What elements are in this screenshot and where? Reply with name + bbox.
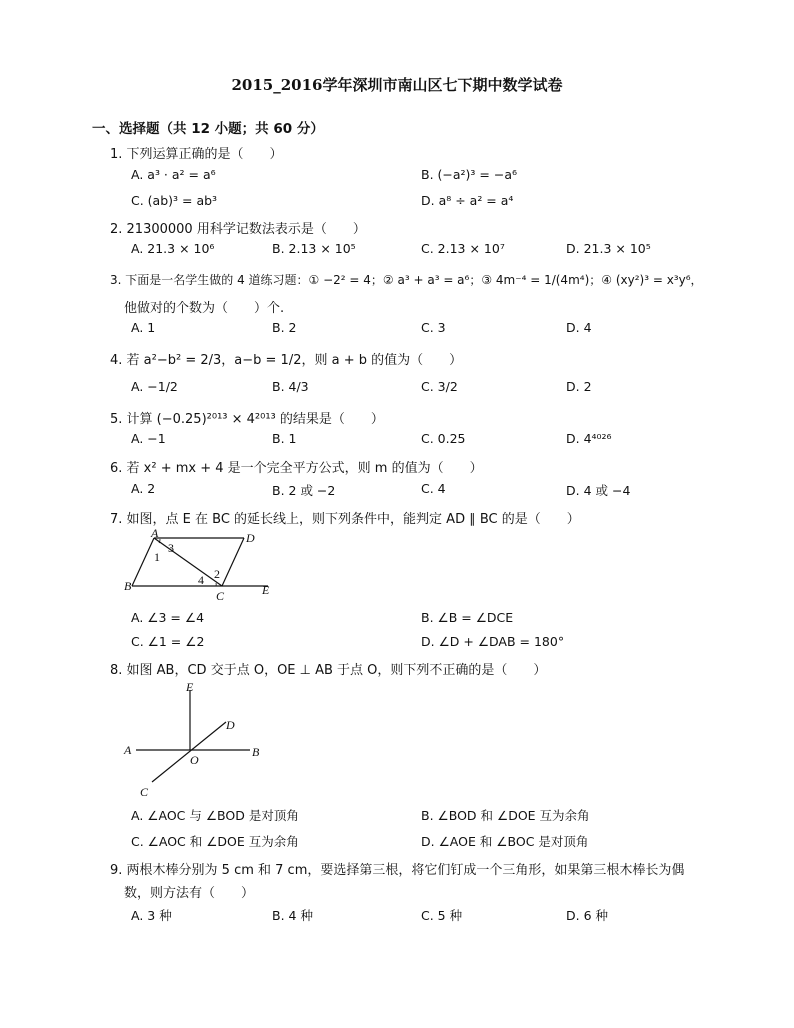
- question-9-stem: 9. 两根木棒分别为 5 cm 和 7 cm，要选择第三根，将它们钉成一个三角形，如果第三根木棒长为偶: [110, 863, 685, 878]
- question-5-stem: 5. 计算 (−0.25)²⁰¹³ × 4²⁰¹³ 的结果是（ ）: [110, 412, 384, 427]
- q9-option-a[interactable]: A. 3 种: [131, 908, 172, 923]
- question-2-stem: 2. 21300000 用科学记数法表示是（ ）: [110, 222, 366, 237]
- q3-option-d[interactable]: D. 4: [566, 320, 592, 335]
- fig7-label-b: B: [124, 579, 132, 593]
- fig8-label-o: O: [190, 753, 199, 767]
- q6-option-d[interactable]: D. 4 或 −4: [566, 483, 631, 498]
- q3-option-a[interactable]: A. 1: [131, 320, 156, 335]
- q5-option-a[interactable]: A. −1: [131, 431, 166, 446]
- q6-option-b[interactable]: B. 2 或 −2: [272, 483, 336, 498]
- q1-option-b[interactable]: B. (−a²)³ = −a⁶: [421, 167, 517, 182]
- fig8-label-b: B: [252, 745, 260, 759]
- q9-option-c[interactable]: C. 5 种: [421, 908, 463, 923]
- q8-option-b[interactable]: B. ∠BOD 和 ∠DOE 互为余角: [421, 808, 590, 823]
- q7-option-c[interactable]: C. ∠1 = ∠2: [131, 634, 205, 649]
- fig7-label-e: E: [262, 583, 270, 597]
- q2-option-c[interactable]: C. 2.13 × 10⁷: [421, 241, 505, 256]
- q6-option-c[interactable]: C. 4: [421, 481, 446, 496]
- section-heading: 一、选择题（共 12 小题；共 60 分）: [92, 121, 324, 137]
- q7-option-d[interactable]: D. ∠D + ∠DAB = 180°: [421, 634, 565, 649]
- question-3-stem: 3. 下面是一名学生做的 4 道练习题：① −2² = 4；② a³ + a³ = a⁶；③ 4m⁻⁴ = 1/(4m⁴)；④ (xy²)³ = x³y⁶，: [110, 273, 703, 287]
- q3-option-b[interactable]: B. 2: [272, 320, 297, 335]
- question-4-stem: 4. 若 a²−b² = 2/3，a−b = 1/2，则 a + b 的值为（ ）: [110, 353, 463, 368]
- question-9-stem-cont: 数，则方法有（ ）: [124, 886, 255, 901]
- question-3-stem-cont: 他做对的个数为（ ）个.: [124, 301, 285, 316]
- fig7-angle-3: 3: [168, 541, 174, 555]
- q6-option-a[interactable]: A. 2: [131, 481, 156, 496]
- fig8-label-d: D: [226, 718, 235, 732]
- q5-option-c[interactable]: C. 0.25: [421, 431, 466, 446]
- fig7-label-a: A: [151, 528, 159, 540]
- q8-option-c[interactable]: C. ∠AOC 和 ∠DOE 互为余角: [131, 834, 299, 849]
- fig7-angle-2: 2: [214, 567, 220, 581]
- q2-option-b[interactable]: B. 2.13 × 10⁵: [272, 241, 356, 256]
- q4-option-b[interactable]: B. 4/3: [272, 379, 309, 394]
- q8-intersecting-lines-figure: [118, 680, 268, 800]
- q1-option-a[interactable]: A. a³ · a² = a⁶: [131, 167, 216, 182]
- fig7-label-c: C: [216, 589, 225, 603]
- q7-option-b[interactable]: B. ∠B = ∠DCE: [421, 610, 514, 625]
- page-title: 2015_2016学年深圳市南山区七下期中数学试卷: [231, 76, 563, 94]
- q4-option-c[interactable]: C. 3/2: [421, 379, 458, 394]
- q9-option-d[interactable]: D. 6 种: [566, 908, 608, 923]
- fig8-label-a: A: [124, 743, 132, 757]
- q4-option-d[interactable]: D. 2: [566, 379, 592, 394]
- q8-option-a[interactable]: A. ∠AOC 与 ∠BOD 是对顶角: [131, 808, 299, 823]
- question-6-stem: 6. 若 x² + mx + 4 是一个完全平方公式，则 m 的值为（ ）: [110, 461, 483, 476]
- question-7-stem: 7. 如图，点 E 在 BC 的延长线上，则下列条件中，能判定 AD ∥ BC 的是（ ）: [110, 512, 580, 527]
- fig8-label-e: E: [186, 680, 194, 694]
- q2-option-a[interactable]: A. 21.3 × 10⁶: [131, 241, 215, 256]
- q1-option-d[interactable]: D. a⁸ ÷ a² = a⁴: [421, 193, 514, 208]
- question-8-stem: 8. 如图 AB，CD 交于点 O，OE ⊥ AB 于点 O，则下列不正确的是（ ）: [110, 663, 547, 678]
- q5-option-b[interactable]: B. 1: [272, 431, 297, 446]
- q2-option-d[interactable]: D. 21.3 × 10⁵: [566, 241, 651, 256]
- fig7-angle-4: 4: [198, 573, 204, 587]
- q7-option-a[interactable]: A. ∠3 = ∠4: [131, 610, 205, 625]
- q7-parallelogram-figure: [118, 528, 278, 604]
- q3-option-c[interactable]: C. 3: [421, 320, 446, 335]
- question-1-stem: 1. 下列运算正确的是（ ）: [110, 147, 283, 162]
- fig7-angle-1: 1: [154, 550, 160, 564]
- q8-option-d[interactable]: D. ∠AOE 和 ∠BOC 是对顶角: [421, 834, 589, 849]
- fig8-label-c: C: [140, 785, 149, 799]
- q4-option-a[interactable]: A. −1/2: [131, 379, 178, 394]
- q5-option-d[interactable]: D. 4⁴⁰²⁶: [566, 431, 612, 446]
- q9-option-b[interactable]: B. 4 种: [272, 908, 313, 923]
- q1-option-c[interactable]: C. (ab)³ = ab³: [131, 193, 218, 208]
- fig7-label-d: D: [246, 531, 255, 545]
